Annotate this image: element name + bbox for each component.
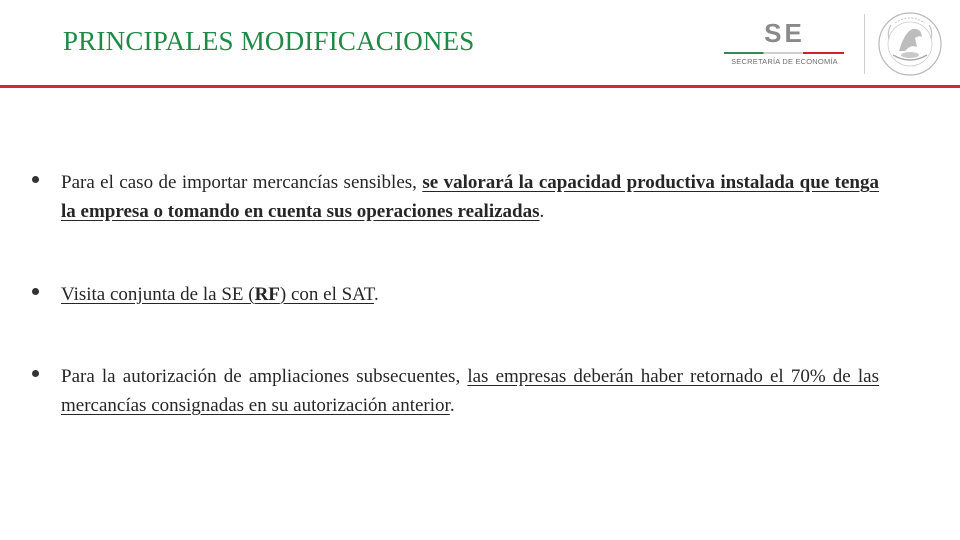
bullet-text-plain: Para la autorización de ampliaciones subsecuentes, [61,366,468,387]
bullet-text-underlined: ) con el SAT [279,284,374,305]
header-red-rule [0,85,960,88]
se-logo [722,18,847,70]
logo-divider [864,14,865,74]
se-logo-subtitle: SECRETARÍA DE ECONOMÍA [731,57,838,66]
bullet-text [61,280,879,309]
bullet-text-underlined: Visita conjunta de la SE ( [61,284,255,305]
bullet-dot-icon [32,176,39,183]
bullet-dot-icon [32,370,39,377]
bullet-text-plain: Para el caso de importar mercancías sensibles, [61,172,423,193]
mexican-coat-of-arms-seal-icon [875,11,945,77]
bullet-text-plain: . [449,395,455,416]
bullet-text-underlined: se valorará la capacidad productiva instalada que tenga la empresa o tomando en cuenta sus operaciones realizadas [61,172,879,222]
se-logo-tricolor-line [724,52,844,54]
bullet-text-plain: . [539,201,545,222]
bullet-text-plain: . [374,284,379,305]
bullet-text-underlined: las empresas deberán haber retornado el 70% de las mercancías consignadas en su autorización anterior [61,366,879,416]
bullet-dot-icon [32,288,39,295]
se-logo-mark: SE [764,18,805,48]
page-title: PRINCIPALES MODIFICACIONES [63,26,475,56]
bullet-text [61,362,879,420]
bullet-text-bold: RF [254,284,280,305]
bullet-text [61,168,879,226]
